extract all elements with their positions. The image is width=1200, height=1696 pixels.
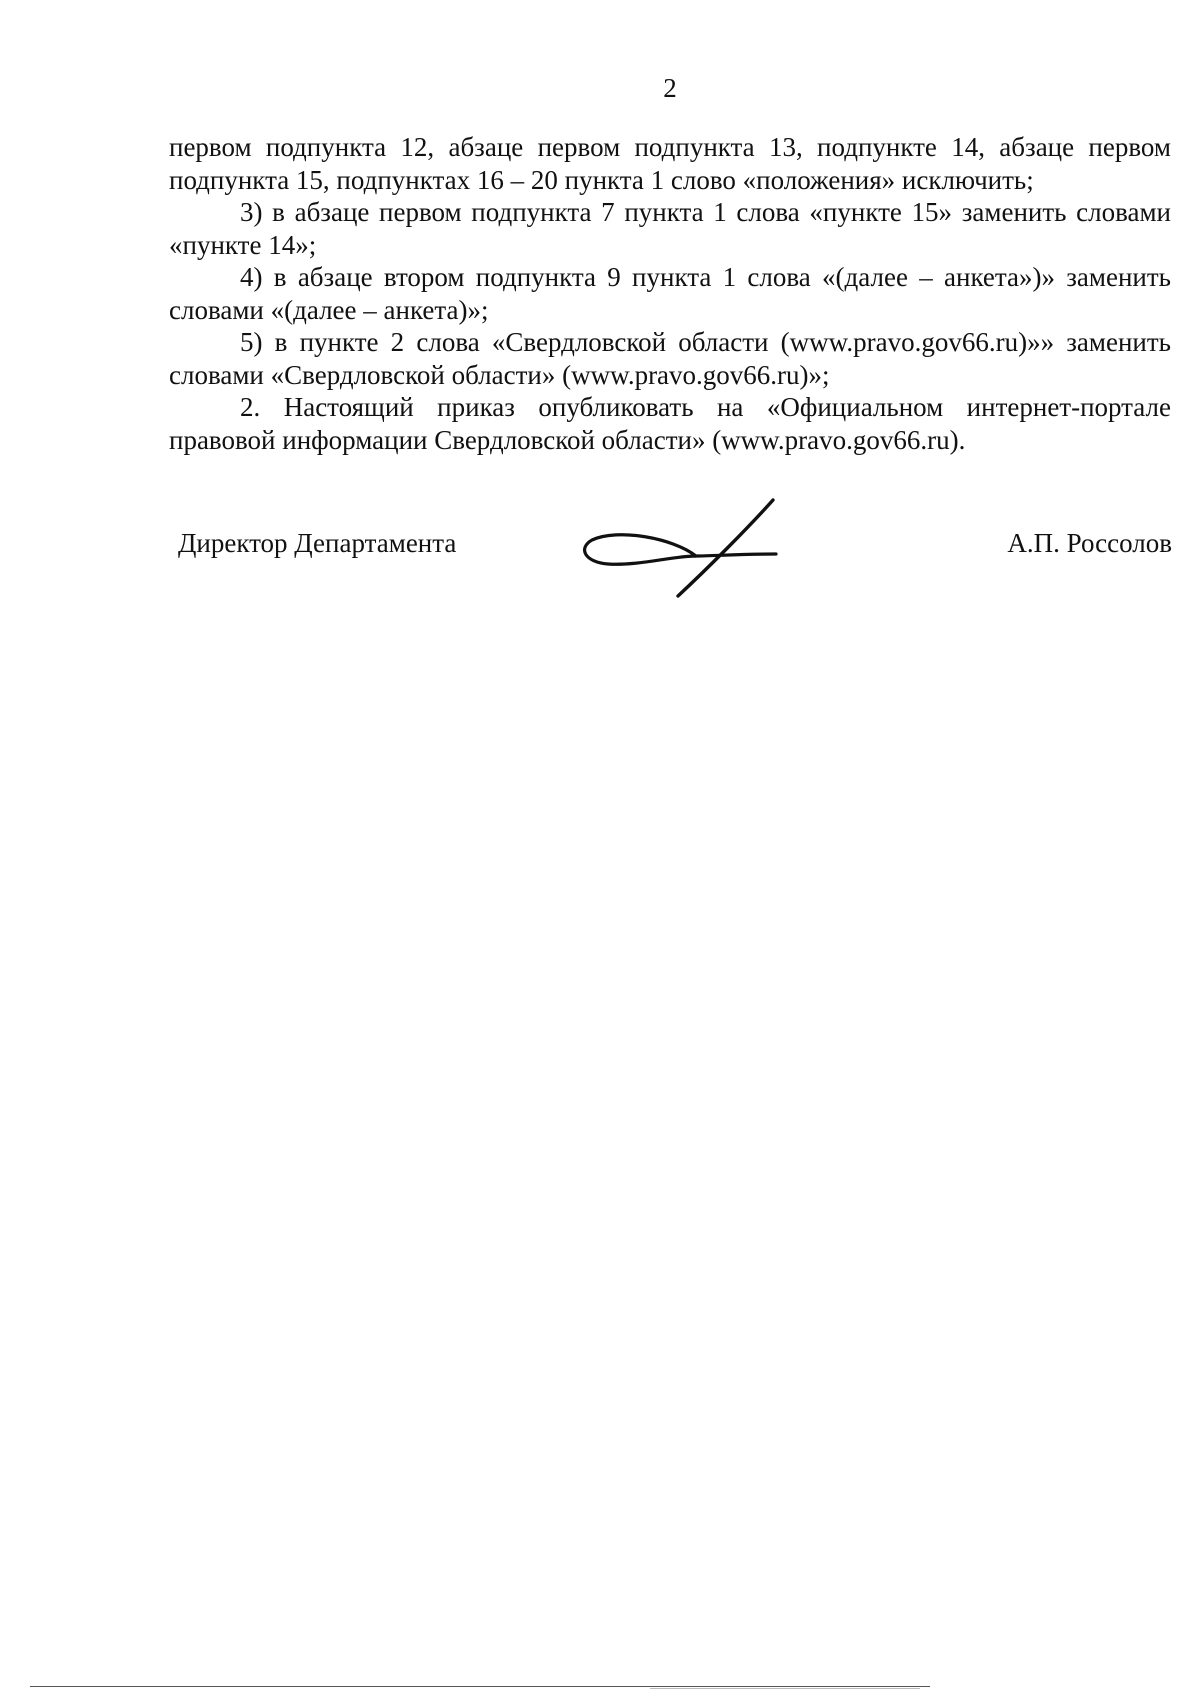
handwritten-signature	[578, 498, 793, 603]
signatory-name: А.П. Россолов	[1007, 528, 1172, 558]
paragraph: 3) в абзаце первом подпункта 7 пункта 1 слова «пункте 15» заменить словами «пункте 14»;	[169, 197, 1171, 260]
paragraph: 2. Настоящий приказ опубликовать на «Официальном интернет-портале правовой информации Свердловской области» (www.pravo.gov66.ru).	[169, 392, 1171, 455]
bottom-divider-faint	[650, 1688, 920, 1689]
bottom-divider	[30, 1686, 930, 1687]
paragraph: первом подпункта 12, абзаце первом подпункта 13, подпункте 14, абзаце первом подпункта 15, подпунктах 16 – 20 пункта 1 слово «положения» исключить;	[169, 132, 1171, 195]
signature-block	[0, 490, 1200, 610]
signatory-position: Директор Департамента	[178, 528, 457, 558]
paragraph: 4) в абзаце втором подпункта 9 пункта 1 слова «(далее – анкета»)» заменить словами «(далее – анкета)»;	[169, 262, 1171, 325]
page-number: 2	[663, 73, 677, 103]
paragraph: 5) в пункте 2 слова «Свердловской области (www.pravo.gov66.ru)»» заменить словами «Свердловской области» (www.pravo.gov66.ru)»;	[169, 327, 1171, 390]
document-body	[169, 131, 1171, 456]
